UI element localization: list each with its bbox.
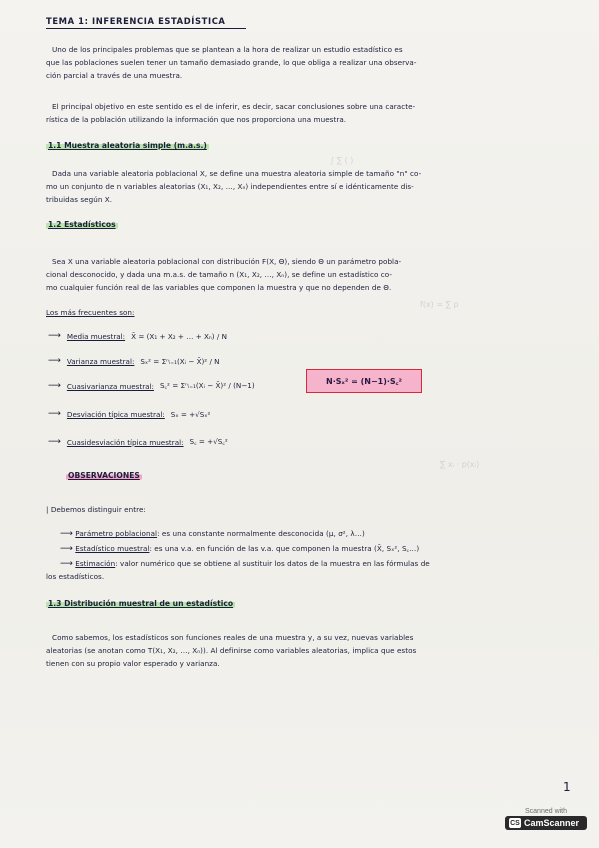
camscanner-icon: CS <box>510 819 520 827</box>
s13-line: tienen con su propio valor esperado y varianza. <box>46 659 220 668</box>
s11-line: mo un conjunto de n variables aleatorias (X₁, X₂, …, Xₙ) independientes entre sí e idénticamente dis- <box>46 182 414 191</box>
formula-expression: S꜀² = Σⁿᵢ₌₁(Xᵢ − X̄)² / (N−1) <box>159 381 255 390</box>
formula-expression: S꜀ = +√S꜀² <box>189 437 228 446</box>
arrow-icon: ⟶ <box>48 331 61 341</box>
show-through-mark: f(x) = ∑ p <box>420 300 459 309</box>
obs-text: : es una constante normalmente desconocida (μ, σ², λ…) <box>157 529 365 538</box>
obs-term: Estadístico muestral <box>75 544 150 553</box>
s11-line: Dada una variable aleatoria poblacional X, se define una muestra aleatoria simple de tamaño "n" co- <box>52 169 422 178</box>
obs-lead <box>46 504 146 516</box>
formula-label: Media muestral: <box>66 331 126 341</box>
camscanner-brand: CamScanner <box>524 818 580 828</box>
section-heading-text: 1.3 Distribución muestral de un estadístico <box>48 599 234 608</box>
s11-line: tribuidas según X. <box>46 195 113 204</box>
arrow-icon: ⟶ <box>48 356 61 366</box>
obs-lead-text: Debemos distinguir entre: <box>50 505 146 514</box>
camscanner-logo <box>505 816 587 830</box>
arrow-icon: ⟶ <box>48 381 61 391</box>
arrow-icon: ⟶ <box>48 409 61 419</box>
formula-expression: Sₓ = +√Sₓ² <box>170 409 211 419</box>
obs-bullet-2 <box>60 543 419 556</box>
formula-label: Desviación típica muestral: <box>66 409 165 419</box>
stamp-caption: Scanned with <box>524 808 568 815</box>
formula-desviacion <box>48 409 210 419</box>
formula-expression: X̄ = (X₁ + X₂ + … + Xₙ) / N <box>131 331 227 341</box>
s12-lead-text: Los más frecuentes son: <box>46 308 135 317</box>
formula-cuasidesviacion <box>48 437 228 447</box>
arrow-icon: ⟶ <box>60 529 73 539</box>
obs-term: Parámetro poblacional <box>75 529 158 538</box>
s12-line: cional desconocido, y dada una m.a.s. de tamaño n (X₁, X₂, …, Xₙ), se define un estadístico co- <box>46 270 392 279</box>
obs-text: : es una v.a. en función de las v.a. que componen la muestra (X̄, Sₓ², S꜀…) <box>149 544 420 553</box>
intro-line: rística de la población utilizando la información que nos proporciona una muestra. <box>46 115 347 124</box>
show-through-mark: ∫ ∑ ( ) <box>330 156 354 165</box>
formula-varianza <box>48 356 220 366</box>
observaciones-heading <box>66 471 142 480</box>
intro-line: que las poblaciones suelen tener un tamaño demasiado grande, lo que obliga a realizar una observa- <box>46 58 417 67</box>
arrow-icon: ⟶ <box>48 437 61 447</box>
show-through-mark: ∑ xᵢ · p(xᵢ) <box>440 460 480 469</box>
obs-bullet-3 <box>60 558 430 571</box>
s13-line: Como sabemos, los estadísticos son funciones reales de una muestra y, a su vez, nuevas variables <box>52 633 414 642</box>
title-underline <box>46 28 246 29</box>
formula-label: Cuasivarianza muestral: <box>66 381 154 391</box>
camscanner-stamp <box>505 808 587 838</box>
page-title: TEMA 1: INFERENCIA ESTADÍSTICA <box>46 16 226 26</box>
obs-bullet-3-cont: los estadísticos. <box>46 572 105 581</box>
s12-line: mo cualquier función real de las variables que componen la muestra y que no dependen de Θ. <box>46 283 392 292</box>
obs-lead-bar: | <box>46 505 51 514</box>
section-heading-text: 1.1 Muestra aleatoria simple (m.a.s.) <box>48 141 207 150</box>
arrow-icon: ⟶ <box>60 559 73 569</box>
obs-bullet-1 <box>60 528 365 541</box>
formula-label: Cuasidesviación típica muestral: <box>66 437 184 447</box>
s12-lead <box>46 307 135 319</box>
section-heading-1-1 <box>46 141 209 150</box>
obs-text: : valor numérico que se obtiene al sustituir los datos de la muestra en las fórmulas de <box>115 559 430 568</box>
arrow-icon: ⟶ <box>60 544 73 554</box>
section-heading-1-2 <box>46 220 118 229</box>
formula-label: Varianza muestral: <box>66 356 135 366</box>
observaciones-heading-text: OBSERVACIONES <box>68 471 140 480</box>
formula-cuasivarianza <box>48 381 255 391</box>
formula-media <box>48 331 227 341</box>
section-heading-text: 1.2 Estadísticos <box>48 220 116 229</box>
intro-line: ción parcial a través de una muestra. <box>46 71 183 80</box>
boxed-relation-formula: N·Sₓ² = (N−1)·S꜀² <box>306 369 422 393</box>
page-number: 1 <box>563 780 571 794</box>
formula-expression: Sₓ² = Σⁿᵢ₌₁(Xᵢ − X̄)² / N <box>140 356 220 366</box>
s12-line: Sea X una variable aleatoria poblacional con distribución F(X, Θ), siendo Θ un parámetro pobla- <box>52 257 402 266</box>
section-heading-1-3 <box>46 599 235 608</box>
obs-term: Estimación <box>75 559 116 568</box>
intro-line: El principal objetivo en este sentido es el de inferir, es decir, sacar conclusiones sobre una caracte- <box>52 102 416 111</box>
s13-line: aleatorias (se anotan como T(X₁, X₂, …, Xₙ)). Al definirse como variables aleatorias, implica que estos <box>46 646 417 655</box>
intro-line: Uno de los principales problemas que se plantean a la hora de realizar un estudio estadístico es <box>52 45 403 54</box>
